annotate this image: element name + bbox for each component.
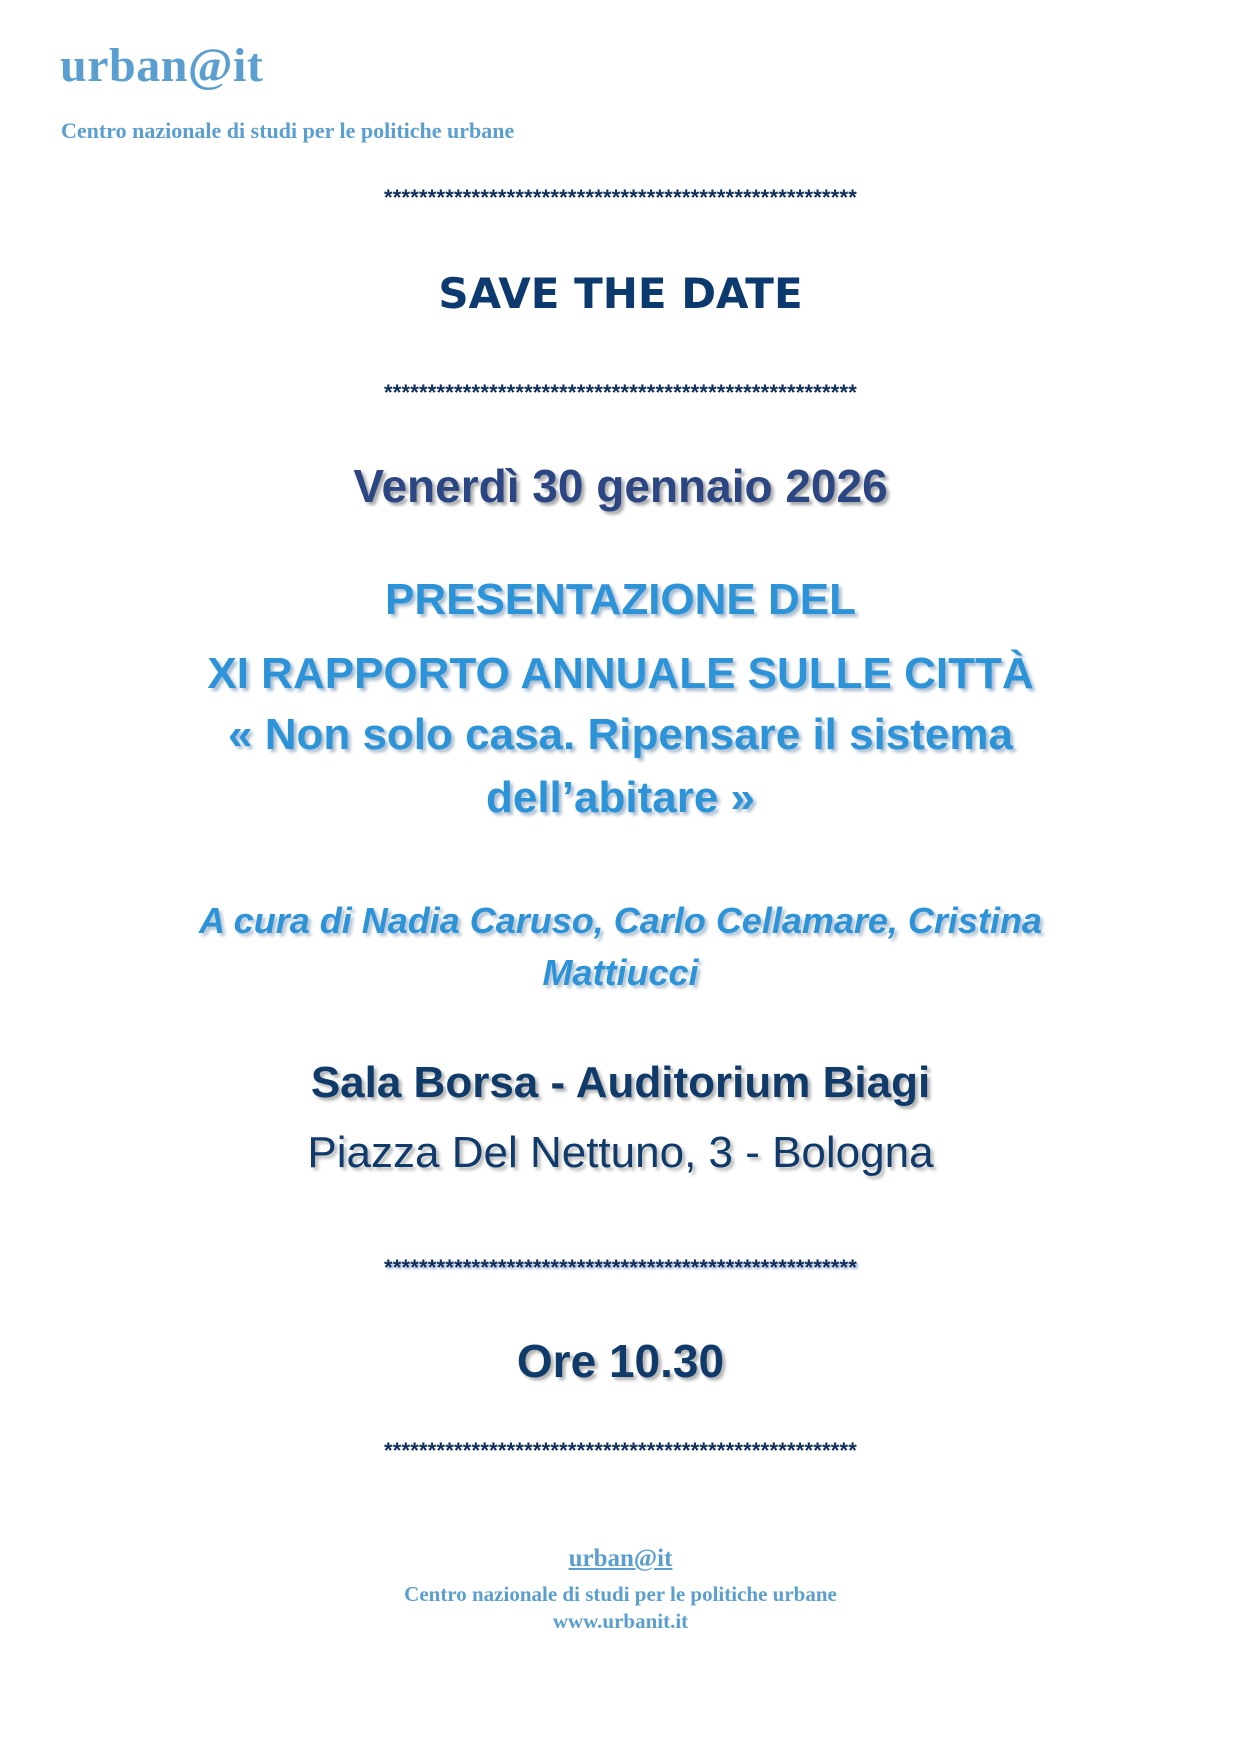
event-date: Venerdì 30 gennaio 2026 (353, 460, 888, 512)
footer-tagline: Centro nazionale di studi per le politiche urbane (404, 1582, 837, 1606)
curators-line-2: Mattiucci (542, 952, 699, 993)
separator-after-time: ****************************************************** (383, 1438, 858, 1463)
presentation-line-4: dell’abitare » (485, 773, 755, 822)
footer-logo-link[interactable]: urban@it (568, 1545, 673, 1572)
separator-after-save: ****************************************************** (383, 380, 858, 405)
header-tagline: Centro nazionale di studi per le politiche urbane (61, 118, 515, 143)
logo-at-sign: @ (187, 39, 234, 92)
curators-line-1: A cura di Nadia Caruso, Carlo Cellamare, Cristina (199, 900, 1042, 941)
logo-prefix: urban (60, 39, 188, 92)
presentation-line-3: « Non solo casa. Ripensare il sistema (228, 710, 1013, 759)
urbanit-logo (60, 38, 263, 94)
logo-suffix: it (233, 39, 264, 92)
venue-address: Piazza Del Nettuno, 3 - Bologna (307, 1128, 934, 1177)
presentation-line-2: XI RAPPORTO ANNUALE SULLE CITTÀ (207, 649, 1034, 698)
separator-before-time: ****************************************************** (383, 1255, 858, 1280)
footer-website: www.urbanit.it (552, 1609, 689, 1633)
separator-top: ****************************************************** (383, 185, 858, 210)
save-the-date-heading: SAVE THE DATE (438, 269, 803, 318)
event-time: Ore 10.30 (516, 1335, 725, 1387)
venue-name: Sala Borsa - Auditorium Biagi (310, 1058, 931, 1107)
presentation-line-1: PRESENTAZIONE DEL (384, 575, 856, 624)
